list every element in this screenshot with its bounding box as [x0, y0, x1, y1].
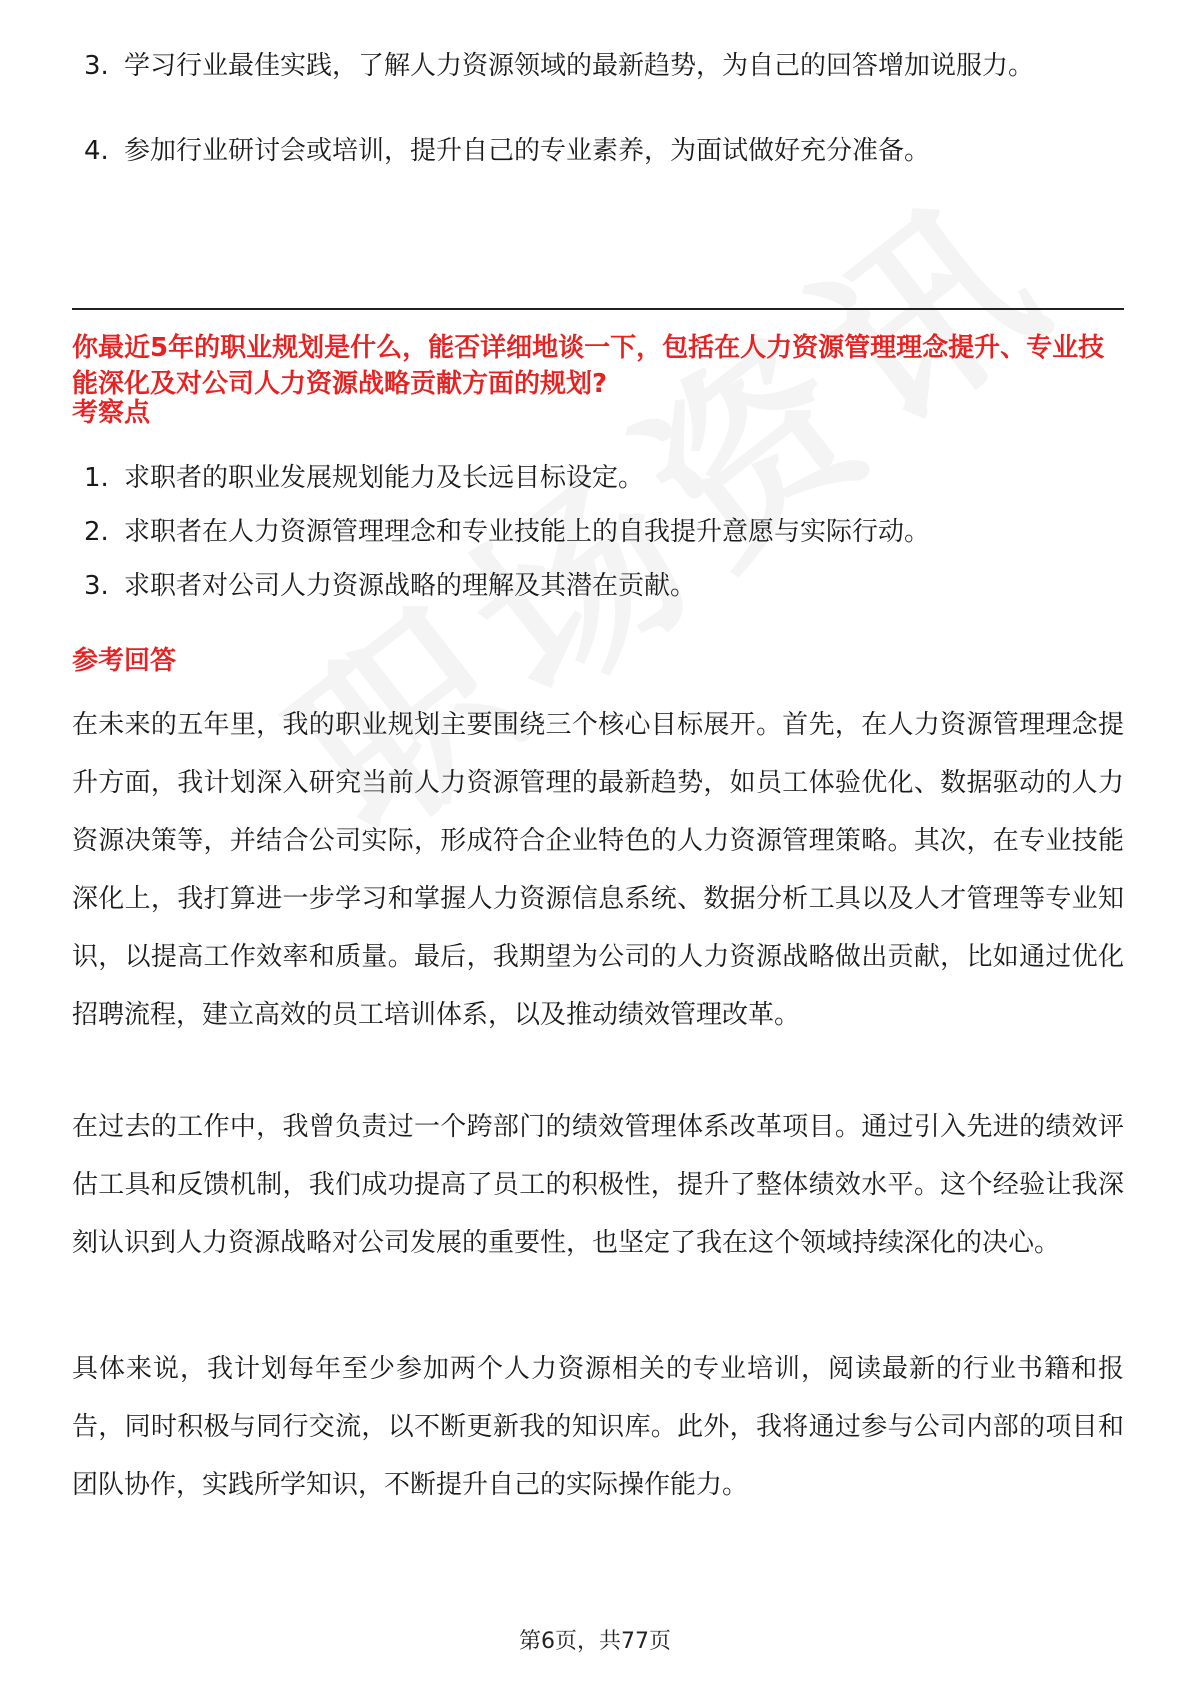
page-number: 第6页，共77页: [519, 1629, 671, 1654]
answer-paragraph: 在过去的工作中，我曾负责过一个跨部门的绩效管理体系改革项目。通过引入先进的绩效评估工具和反馈机制，我们成功提高了员工的积极性，提升了整体绩效水平。这个经验让我深刻认识到人力资源战略对公司发展的重要性，也坚定了我在这个领域持续深化的决心。: [72, 1112, 1124, 1258]
answer-paragraph: 在未来的五年里，我的职业规划主要围绕三个核心目标展开。首先，在人力资源管理理念提升方面，我计划深入研究当前人力资源管理的最新趋势，如员工体验优化、数据驱动的人力资源决策等，并结合公司实际，形成符合企业特色的人力资源管理策略。其次，在专业技能深化上，我打算进一步学习和掌握人力资源信息系统、数据分析工具以及人才管理等专业知识，以提高工作效率和质量。最后，我期望为公司的人力资源战略做出贡献，比如通过优化招聘流程，建立高效的员工培训体系，以及推动绩效管理改革。: [72, 710, 1124, 1030]
list-item: [84, 568, 1124, 604]
list-text: 求职者的职业发展规划能力及长远目标设定。: [124, 463, 645, 493]
interview-question: 你最近5年的职业规划是什么，能否详细地谈一下，包括在人力资源管理理念提升、专业技能深化及对公司人力资源战略贡献方面的规划?: [72, 333, 1105, 399]
section-divider: [72, 308, 1124, 310]
points-heading: 考察点: [72, 398, 151, 428]
list-number: 3.: [84, 571, 109, 601]
list-text: 学习行业最佳实践，了解人力资源领域的最新趋势，为自己的回答增加说服力。: [124, 51, 1035, 81]
prep-tips-list: [84, 38, 1124, 208]
list-text: 求职者在人力资源管理理念和专业技能上的自我提升意愿与实际行动。: [124, 517, 931, 547]
answer-heading: 参考回答: [72, 646, 177, 676]
list-item: [84, 123, 1124, 180]
list-number: 1.: [84, 463, 109, 493]
list-item: [84, 460, 1124, 496]
list-number: 2.: [84, 517, 109, 547]
answer-paragraph: 具体来说，我计划每年至少参加两个人力资源相关的专业培训，阅读最新的行业书籍和报告，同时积极与同行交流，以不断更新我的知识库。此外，我将通过参与公司内部的项目和团队协作，实践所学知识，不断提升自己的实际操作能力。: [72, 1354, 1124, 1500]
list-number: 4.: [84, 136, 109, 166]
list-text: 参加行业研讨会或培训，提升自己的专业素养，为面试做好充分准备。: [124, 136, 931, 166]
list-number: 3.: [84, 51, 109, 81]
list-text: 求职者对公司人力资源战略的理解及其潜在贡献。: [124, 571, 697, 601]
list-item: [84, 38, 1124, 95]
list-item: [84, 514, 1124, 550]
evaluation-points-list: [84, 460, 1124, 622]
